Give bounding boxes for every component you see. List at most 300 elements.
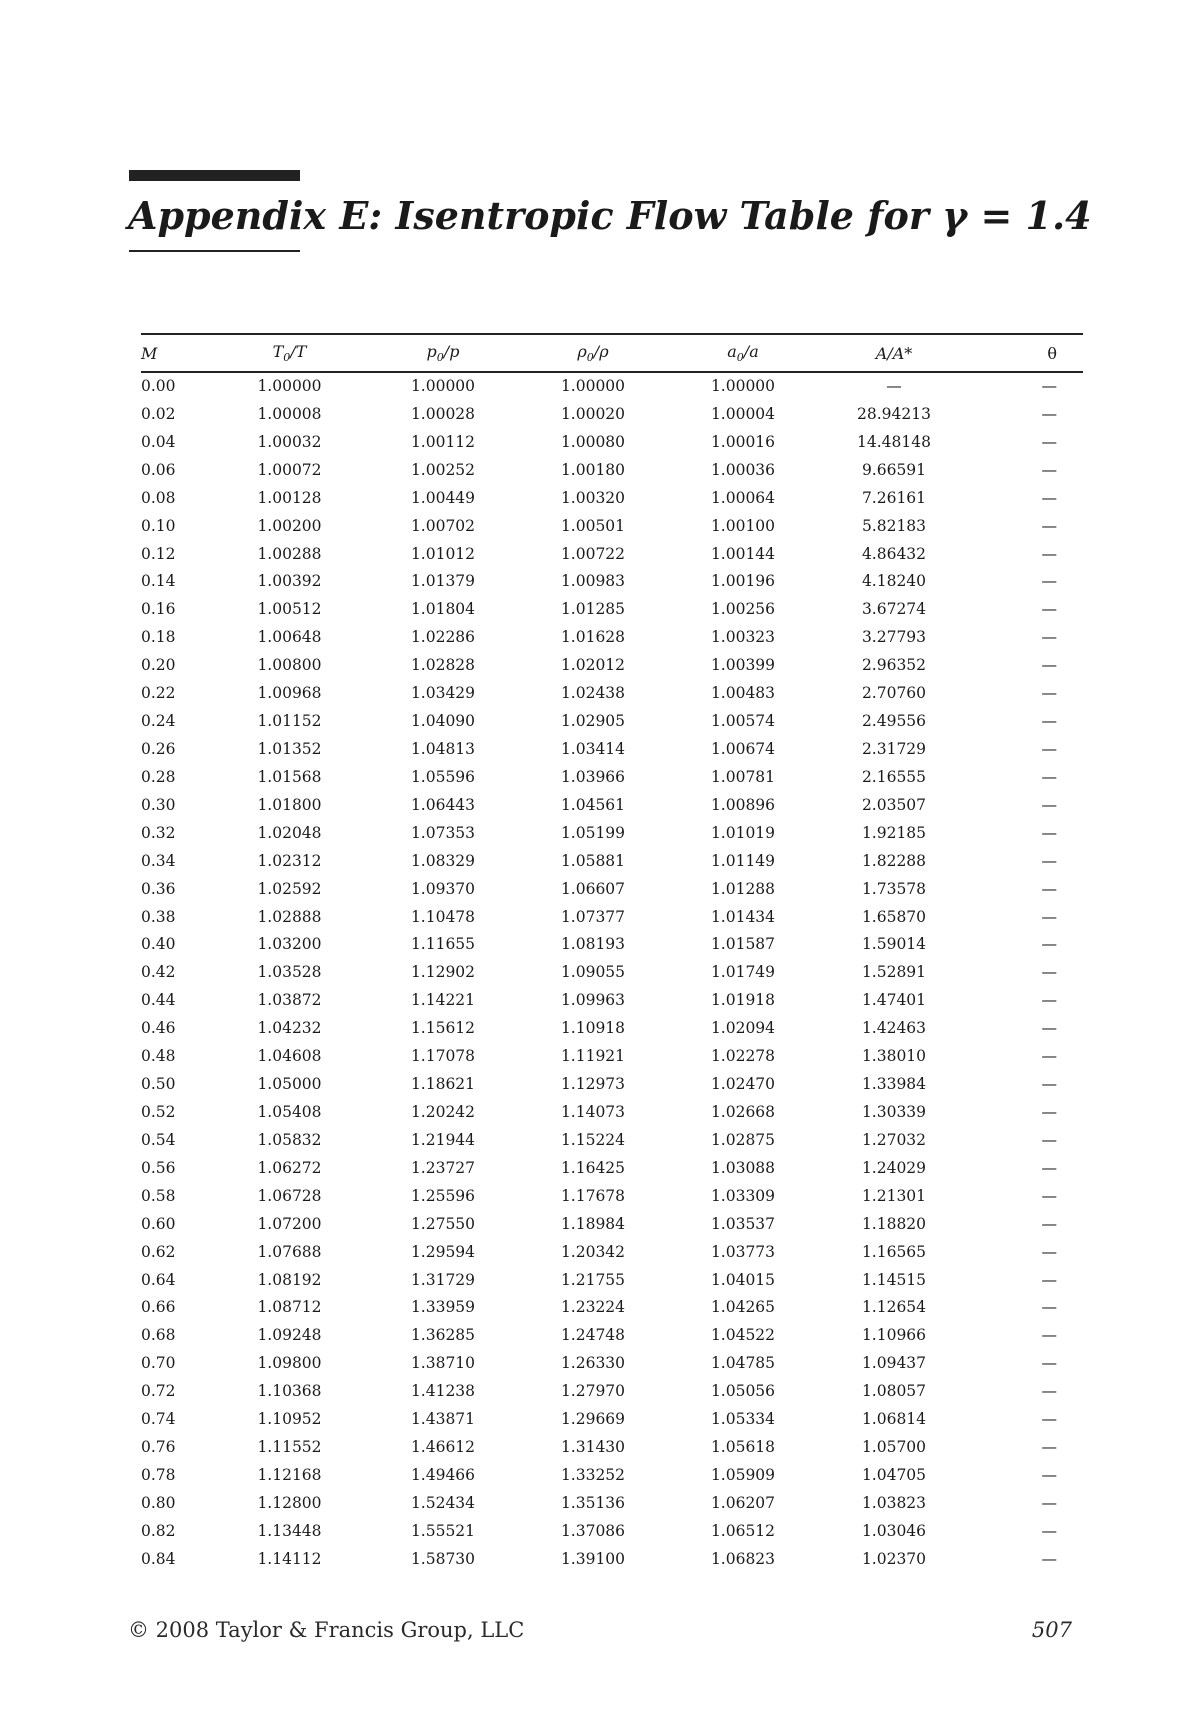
- cell-mach: 0.40: [141, 935, 176, 954]
- cell-pressure-ratio: 1.02286: [410, 628, 476, 647]
- cell-sound-speed-ratio: 1.00004: [710, 404, 776, 423]
- cell-mach: 0.02: [141, 404, 176, 423]
- cell-mach: 0.62: [141, 1242, 176, 1261]
- cell-temperature-ratio: 1.05832: [257, 1130, 322, 1149]
- table-row: [141, 1211, 1083, 1239]
- cell-temperature-ratio: 1.09248: [257, 1326, 322, 1345]
- cell-density-ratio: 1.01285: [560, 600, 626, 619]
- cell-pressure-ratio: 1.01012: [410, 544, 476, 563]
- header-mach: M: [141, 334, 211, 372]
- cell-theta: —: [1041, 1130, 1057, 1149]
- cell-pressure-ratio: 1.00252: [410, 460, 476, 479]
- cell-pressure-ratio: 1.46612: [410, 1438, 476, 1457]
- table-row: [141, 1239, 1083, 1267]
- cell-sound-speed-ratio: 1.00399: [710, 656, 776, 675]
- cell-mach: 0.44: [141, 991, 176, 1010]
- table-row: [141, 764, 1083, 792]
- cell-temperature-ratio: 1.02048: [257, 823, 322, 842]
- cell-mach: 0.42: [141, 963, 176, 982]
- table-row: [141, 1267, 1083, 1295]
- cell-area-ratio: 1.21301: [861, 1186, 927, 1205]
- cell-pressure-ratio: 1.49466: [410, 1465, 476, 1484]
- cell-pressure-ratio: 1.25596: [410, 1186, 476, 1205]
- cell-temperature-ratio: 1.01352: [257, 739, 322, 758]
- cell-sound-speed-ratio: 1.05056: [710, 1382, 776, 1401]
- cell-mach: 0.58: [141, 1186, 176, 1205]
- cell-area-ratio: 3.67274: [861, 600, 927, 619]
- cell-sound-speed-ratio: 1.01918: [710, 991, 776, 1010]
- cell-temperature-ratio: 1.00072: [257, 460, 322, 479]
- cell-pressure-ratio: 1.10478: [410, 907, 476, 926]
- cell-mach: 0.72: [141, 1382, 176, 1401]
- cell-temperature-ratio: 1.05408: [257, 1102, 322, 1121]
- cell-temperature-ratio: 1.01568: [257, 767, 322, 786]
- cell-pressure-ratio: 1.04090: [410, 712, 476, 731]
- cell-pressure-ratio: 1.33959: [410, 1298, 476, 1317]
- cell-temperature-ratio: 1.09800: [257, 1354, 322, 1373]
- cell-pressure-ratio: 1.05596: [410, 767, 476, 786]
- cell-theta: —: [1041, 1382, 1057, 1401]
- table-row: [141, 987, 1083, 1015]
- cell-density-ratio: 1.37086: [560, 1521, 626, 1540]
- cell-pressure-ratio: 1.55521: [410, 1521, 476, 1540]
- table-row: [141, 1322, 1083, 1350]
- cell-density-ratio: 1.31430: [560, 1438, 626, 1457]
- cell-area-ratio: 1.16565: [861, 1242, 927, 1261]
- cell-theta: —: [1041, 823, 1057, 842]
- table-row: [141, 1127, 1083, 1155]
- table-row: [141, 513, 1083, 541]
- cell-theta: —: [1041, 1075, 1057, 1094]
- cell-area-ratio: 1.03046: [861, 1521, 927, 1540]
- cell-theta: —: [1041, 684, 1057, 703]
- cell-temperature-ratio: 1.05000: [257, 1075, 322, 1094]
- cell-area-ratio: 1.24029: [861, 1158, 927, 1177]
- cell-temperature-ratio: 1.00128: [257, 488, 322, 507]
- cell-density-ratio: 1.16425: [560, 1158, 626, 1177]
- page-title: Appendix E: Isentropic Flow Table for γ = 1.4: [128, 193, 1092, 238]
- cell-area-ratio: 1.30339: [861, 1102, 927, 1121]
- cell-theta: —: [1041, 600, 1057, 619]
- cell-area-ratio: 1.59014: [861, 935, 927, 954]
- cell-theta: —: [1041, 1493, 1057, 1512]
- cell-area-ratio: 1.92185: [861, 823, 927, 842]
- cell-area-ratio: 2.96352: [861, 656, 927, 675]
- cell-pressure-ratio: 1.27550: [410, 1214, 476, 1233]
- table-row: [141, 485, 1083, 513]
- table-row: [141, 457, 1083, 485]
- cell-temperature-ratio: 1.03200: [257, 935, 322, 954]
- cell-temperature-ratio: 1.01152: [257, 712, 322, 731]
- cell-sound-speed-ratio: 1.00064: [710, 488, 776, 507]
- table-row: [141, 568, 1083, 596]
- cell-sound-speed-ratio: 1.00000: [710, 377, 776, 395]
- cell-pressure-ratio: 1.20242: [410, 1102, 476, 1121]
- cell-temperature-ratio: 1.10952: [257, 1410, 322, 1429]
- cell-density-ratio: 1.04561: [560, 795, 626, 814]
- cell-mach: 0.48: [141, 1047, 176, 1066]
- cell-area-ratio: 2.03507: [861, 795, 927, 814]
- page-number: 507: [1031, 1618, 1072, 1642]
- header-sound-speed-ratio: $a_0/a$: [668, 334, 818, 372]
- cell-theta: —: [1041, 767, 1057, 786]
- cell-mach: 0.52: [141, 1102, 176, 1121]
- copyright-notice: © 2008 Taylor & Francis Group, LLC: [128, 1618, 525, 1642]
- cell-temperature-ratio: 1.00512: [257, 600, 322, 619]
- cell-mach: 0.54: [141, 1130, 176, 1149]
- cell-sound-speed-ratio: 1.04785: [710, 1354, 776, 1373]
- cell-sound-speed-ratio: 1.01587: [710, 935, 776, 954]
- cell-temperature-ratio: 1.07200: [257, 1214, 322, 1233]
- cell-density-ratio: 1.00180: [560, 460, 626, 479]
- cell-mach: 0.20: [141, 656, 176, 675]
- table-row: [141, 848, 1083, 876]
- table-row: [141, 736, 1083, 764]
- cell-temperature-ratio: 1.04232: [257, 1019, 322, 1038]
- cell-mach: 0.64: [141, 1270, 176, 1289]
- cell-pressure-ratio: 1.11655: [410, 935, 476, 954]
- cell-mach: 0.16: [141, 600, 176, 619]
- cell-area-ratio: 5.82183: [861, 516, 927, 535]
- cell-sound-speed-ratio: 1.04522: [710, 1326, 776, 1345]
- cell-mach: 0.12: [141, 544, 176, 563]
- cell-temperature-ratio: 1.00392: [257, 572, 322, 591]
- cell-mach: 0.26: [141, 739, 176, 758]
- cell-density-ratio: 1.00000: [560, 377, 626, 395]
- cell-density-ratio: 1.26330: [560, 1354, 626, 1373]
- cell-sound-speed-ratio: 1.00100: [710, 516, 776, 535]
- cell-area-ratio: 1.09437: [861, 1354, 927, 1373]
- cell-density-ratio: 1.02012: [560, 656, 626, 675]
- cell-pressure-ratio: 1.07353: [410, 823, 476, 842]
- cell-theta: —: [1041, 1298, 1057, 1317]
- cell-pressure-ratio: 1.01804: [410, 600, 476, 619]
- cell-theta: —: [1041, 1214, 1057, 1233]
- table-row: [141, 372, 1083, 401]
- cell-theta: —: [1041, 1465, 1057, 1484]
- cell-density-ratio: 1.39100: [560, 1549, 626, 1568]
- cell-density-ratio: 1.00722: [560, 544, 626, 563]
- table-row: [141, 429, 1083, 457]
- cell-temperature-ratio: 1.01800: [257, 795, 322, 814]
- cell-area-ratio: 1.02370: [861, 1549, 927, 1568]
- cell-pressure-ratio: 1.38710: [410, 1354, 476, 1373]
- cell-theta: —: [1041, 488, 1057, 507]
- cell-pressure-ratio: 1.15612: [410, 1019, 476, 1038]
- cell-mach: 0.84: [141, 1549, 176, 1568]
- cell-area-ratio: 1.73578: [861, 879, 927, 898]
- cell-density-ratio: 1.02438: [560, 684, 626, 703]
- table-row: [141, 1099, 1083, 1127]
- header-temperature-ratio: $T_0/T$: [211, 334, 368, 372]
- cell-pressure-ratio: 1.03429: [410, 684, 476, 703]
- cell-theta: —: [1041, 712, 1057, 731]
- cell-theta: —: [1041, 516, 1057, 535]
- cell-sound-speed-ratio: 1.03773: [710, 1242, 776, 1261]
- cell-sound-speed-ratio: 1.06207: [710, 1493, 776, 1512]
- cell-temperature-ratio: 1.00000: [257, 377, 322, 395]
- cell-mach: 0.78: [141, 1465, 176, 1484]
- cell-area-ratio: 14.48148: [857, 432, 931, 451]
- cell-temperature-ratio: 1.12800: [257, 1493, 322, 1512]
- table-row: [141, 1546, 1083, 1574]
- cell-area-ratio: 1.65870: [861, 907, 927, 926]
- cell-temperature-ratio: 1.03872: [257, 991, 322, 1010]
- cell-theta: —: [1041, 628, 1057, 647]
- cell-mach: 0.74: [141, 1410, 176, 1429]
- cell-mach: 0.56: [141, 1158, 176, 1177]
- cell-area-ratio: 1.06814: [861, 1410, 927, 1429]
- cell-mach: 0.00: [141, 377, 176, 395]
- cell-theta: —: [1041, 1270, 1057, 1289]
- cell-sound-speed-ratio: 1.06823: [710, 1549, 776, 1568]
- cell-density-ratio: 1.00020: [560, 404, 626, 423]
- cell-theta: —: [1041, 656, 1057, 675]
- cell-pressure-ratio: 1.00028: [410, 404, 476, 423]
- cell-sound-speed-ratio: 1.05909: [710, 1465, 776, 1484]
- cell-temperature-ratio: 1.08712: [257, 1298, 322, 1317]
- cell-pressure-ratio: 1.00112: [410, 432, 476, 451]
- cell-sound-speed-ratio: 1.03309: [710, 1186, 776, 1205]
- cell-mach: 0.10: [141, 516, 176, 535]
- cell-sound-speed-ratio: 1.00574: [710, 712, 776, 731]
- cell-area-ratio: 1.18820: [861, 1214, 927, 1233]
- cell-sound-speed-ratio: 1.00016: [710, 432, 776, 451]
- cell-pressure-ratio: 1.01379: [410, 572, 476, 591]
- cell-sound-speed-ratio: 1.00781: [710, 767, 776, 786]
- cell-area-ratio: —: [886, 377, 902, 395]
- cell-mach: 0.32: [141, 823, 176, 842]
- cell-theta: —: [1041, 1047, 1057, 1066]
- cell-theta: —: [1041, 1019, 1057, 1038]
- cell-area-ratio: 4.86432: [861, 544, 927, 563]
- cell-pressure-ratio: 1.17078: [410, 1047, 476, 1066]
- table-row: [141, 792, 1083, 820]
- cell-area-ratio: 1.04705: [861, 1465, 927, 1484]
- cell-area-ratio: 1.82288: [861, 851, 927, 870]
- cell-density-ratio: 1.06607: [560, 879, 626, 898]
- cell-mach: 0.60: [141, 1214, 176, 1233]
- cell-sound-speed-ratio: 1.03088: [710, 1158, 776, 1177]
- cell-mach: 0.80: [141, 1493, 176, 1512]
- table-row: [141, 652, 1083, 680]
- cell-theta: —: [1041, 572, 1057, 591]
- cell-density-ratio: 1.10918: [560, 1019, 626, 1038]
- cell-theta: —: [1041, 851, 1057, 870]
- cell-temperature-ratio: 1.00288: [257, 544, 322, 563]
- title-decor-bar: [129, 170, 300, 181]
- cell-temperature-ratio: 1.00648: [257, 628, 322, 647]
- table-row: [141, 1183, 1083, 1211]
- cell-area-ratio: 2.49556: [861, 712, 927, 731]
- cell-sound-speed-ratio: 1.01434: [710, 907, 776, 926]
- table-row: [141, 596, 1083, 624]
- cell-mach: 0.46: [141, 1019, 176, 1038]
- cell-sound-speed-ratio: 1.00256: [710, 600, 776, 619]
- cell-area-ratio: 2.70760: [861, 684, 927, 703]
- table-row: [141, 1490, 1083, 1518]
- cell-sound-speed-ratio: 1.01749: [710, 963, 776, 982]
- cell-mach: 0.76: [141, 1438, 176, 1457]
- cell-temperature-ratio: 1.10368: [257, 1382, 322, 1401]
- cell-temperature-ratio: 1.12168: [257, 1465, 322, 1484]
- table-row: [141, 904, 1083, 932]
- header-density-ratio: $\rho_0/\rho$: [518, 334, 668, 372]
- cell-mach: 0.18: [141, 628, 176, 647]
- table-row: [141, 624, 1083, 652]
- cell-theta: —: [1041, 377, 1057, 395]
- cell-density-ratio: 1.14073: [560, 1102, 626, 1121]
- cell-theta: —: [1041, 935, 1057, 954]
- cell-mach: 0.68: [141, 1326, 176, 1345]
- cell-mach: 0.34: [141, 851, 176, 870]
- cell-pressure-ratio: 1.12902: [410, 963, 476, 982]
- cell-density-ratio: 1.03966: [560, 767, 626, 786]
- cell-density-ratio: 1.00501: [560, 516, 626, 535]
- cell-density-ratio: 1.20342: [560, 1242, 626, 1261]
- cell-pressure-ratio: 1.00449: [410, 488, 476, 507]
- cell-area-ratio: 2.31729: [861, 739, 927, 758]
- cell-theta: —: [1041, 879, 1057, 898]
- cell-area-ratio: 1.33984: [861, 1075, 927, 1094]
- cell-density-ratio: 1.18984: [560, 1214, 626, 1233]
- cell-sound-speed-ratio: 1.02470: [710, 1075, 776, 1094]
- cell-density-ratio: 1.29669: [560, 1410, 626, 1429]
- table-row: [141, 1155, 1083, 1183]
- cell-theta: —: [1041, 460, 1057, 479]
- isentropic-flow-table: [141, 333, 1083, 1574]
- cell-sound-speed-ratio: 1.05334: [710, 1410, 776, 1429]
- cell-area-ratio: 7.26161: [861, 488, 927, 507]
- cell-density-ratio: 1.33252: [560, 1465, 626, 1484]
- table-row: [141, 1378, 1083, 1406]
- cell-area-ratio: 1.10966: [861, 1326, 927, 1345]
- cell-theta: —: [1041, 1186, 1057, 1205]
- cell-area-ratio: 1.12654: [861, 1298, 927, 1317]
- cell-temperature-ratio: 1.08192: [257, 1270, 322, 1289]
- cell-sound-speed-ratio: 1.00144: [710, 544, 776, 563]
- cell-area-ratio: 1.27032: [861, 1130, 927, 1149]
- cell-mach: 0.24: [141, 712, 176, 731]
- cell-mach: 0.28: [141, 767, 176, 786]
- table-row: [141, 1015, 1083, 1043]
- header-area-ratio: A/A*: [818, 334, 970, 372]
- cell-temperature-ratio: 1.06728: [257, 1186, 322, 1205]
- cell-theta: —: [1041, 432, 1057, 451]
- cell-pressure-ratio: 1.36285: [410, 1326, 476, 1345]
- table-row: [141, 1406, 1083, 1434]
- cell-pressure-ratio: 1.31729: [410, 1270, 476, 1289]
- cell-sound-speed-ratio: 1.02875: [710, 1130, 776, 1149]
- cell-theta: —: [1041, 991, 1057, 1010]
- cell-pressure-ratio: 1.58730: [410, 1549, 476, 1568]
- table-row: [141, 820, 1083, 848]
- table-row: [141, 1434, 1083, 1462]
- cell-area-ratio: 9.66591: [861, 460, 927, 479]
- cell-density-ratio: 1.01628: [560, 628, 626, 647]
- cell-pressure-ratio: 1.52434: [410, 1493, 476, 1512]
- cell-mach: 0.66: [141, 1298, 176, 1317]
- cell-sound-speed-ratio: 1.01288: [710, 879, 776, 898]
- cell-mach: 0.30: [141, 795, 176, 814]
- cell-density-ratio: 1.27970: [560, 1382, 626, 1401]
- cell-temperature-ratio: 1.02888: [257, 907, 322, 926]
- table-row: [141, 1518, 1083, 1546]
- cell-theta: —: [1041, 1242, 1057, 1261]
- cell-area-ratio: 1.38010: [861, 1047, 927, 1066]
- cell-density-ratio: 1.09055: [560, 963, 626, 982]
- cell-pressure-ratio: 1.00702: [410, 516, 476, 535]
- cell-density-ratio: 1.17678: [560, 1186, 626, 1205]
- table-body: [141, 372, 1083, 1574]
- table-row: [141, 680, 1083, 708]
- table-row: [141, 708, 1083, 736]
- cell-theta: —: [1041, 1326, 1057, 1345]
- cell-temperature-ratio: 1.04608: [257, 1047, 322, 1066]
- cell-density-ratio: 1.12973: [560, 1075, 626, 1094]
- cell-area-ratio: 4.18240: [861, 572, 927, 591]
- header-row: [141, 334, 1083, 372]
- cell-temperature-ratio: 1.11552: [257, 1438, 322, 1457]
- cell-density-ratio: 1.00983: [560, 572, 626, 591]
- cell-pressure-ratio: 1.08329: [410, 851, 476, 870]
- table-row: [141, 1350, 1083, 1378]
- cell-sound-speed-ratio: 1.00896: [710, 795, 776, 814]
- cell-theta: —: [1041, 795, 1057, 814]
- cell-area-ratio: 28.94213: [857, 404, 931, 423]
- cell-sound-speed-ratio: 1.01149: [710, 851, 776, 870]
- cell-sound-speed-ratio: 1.04265: [710, 1298, 776, 1317]
- cell-pressure-ratio: 1.41238: [410, 1382, 476, 1401]
- cell-density-ratio: 1.23224: [560, 1298, 626, 1317]
- cell-theta: —: [1041, 1438, 1057, 1457]
- cell-mach: 0.22: [141, 684, 176, 703]
- cell-density-ratio: 1.05199: [560, 823, 626, 842]
- cell-temperature-ratio: 1.02592: [257, 879, 322, 898]
- title-underline-rule: [129, 250, 300, 252]
- cell-density-ratio: 1.09963: [560, 991, 626, 1010]
- cell-pressure-ratio: 1.04813: [410, 739, 476, 758]
- table-row: [141, 541, 1083, 569]
- table-row: [141, 1294, 1083, 1322]
- cell-sound-speed-ratio: 1.03537: [710, 1214, 776, 1233]
- cell-density-ratio: 1.00080: [560, 432, 626, 451]
- cell-sound-speed-ratio: 1.05618: [710, 1438, 776, 1457]
- cell-sound-speed-ratio: 1.00323: [710, 628, 776, 647]
- table-row: [141, 931, 1083, 959]
- cell-density-ratio: 1.35136: [560, 1493, 626, 1512]
- cell-mach: 0.36: [141, 879, 176, 898]
- cell-temperature-ratio: 1.03528: [257, 963, 322, 982]
- cell-density-ratio: 1.11921: [560, 1047, 626, 1066]
- cell-theta: —: [1041, 1549, 1057, 1568]
- cell-theta: —: [1041, 544, 1057, 563]
- cell-sound-speed-ratio: 1.00196: [710, 572, 776, 591]
- cell-area-ratio: 1.52891: [861, 963, 927, 982]
- cell-temperature-ratio: 1.00032: [257, 432, 322, 451]
- cell-area-ratio: 1.03823: [861, 1493, 927, 1512]
- cell-density-ratio: 1.08193: [560, 935, 626, 954]
- cell-density-ratio: 1.03414: [560, 739, 626, 758]
- cell-temperature-ratio: 1.00968: [257, 684, 322, 703]
- cell-mach: 0.70: [141, 1354, 176, 1373]
- cell-theta: —: [1041, 404, 1057, 423]
- cell-theta: —: [1041, 1354, 1057, 1373]
- cell-area-ratio: 1.08057: [861, 1382, 927, 1401]
- cell-temperature-ratio: 1.00200: [257, 516, 322, 535]
- cell-area-ratio: 1.42463: [861, 1019, 927, 1038]
- cell-pressure-ratio: 1.09370: [410, 879, 476, 898]
